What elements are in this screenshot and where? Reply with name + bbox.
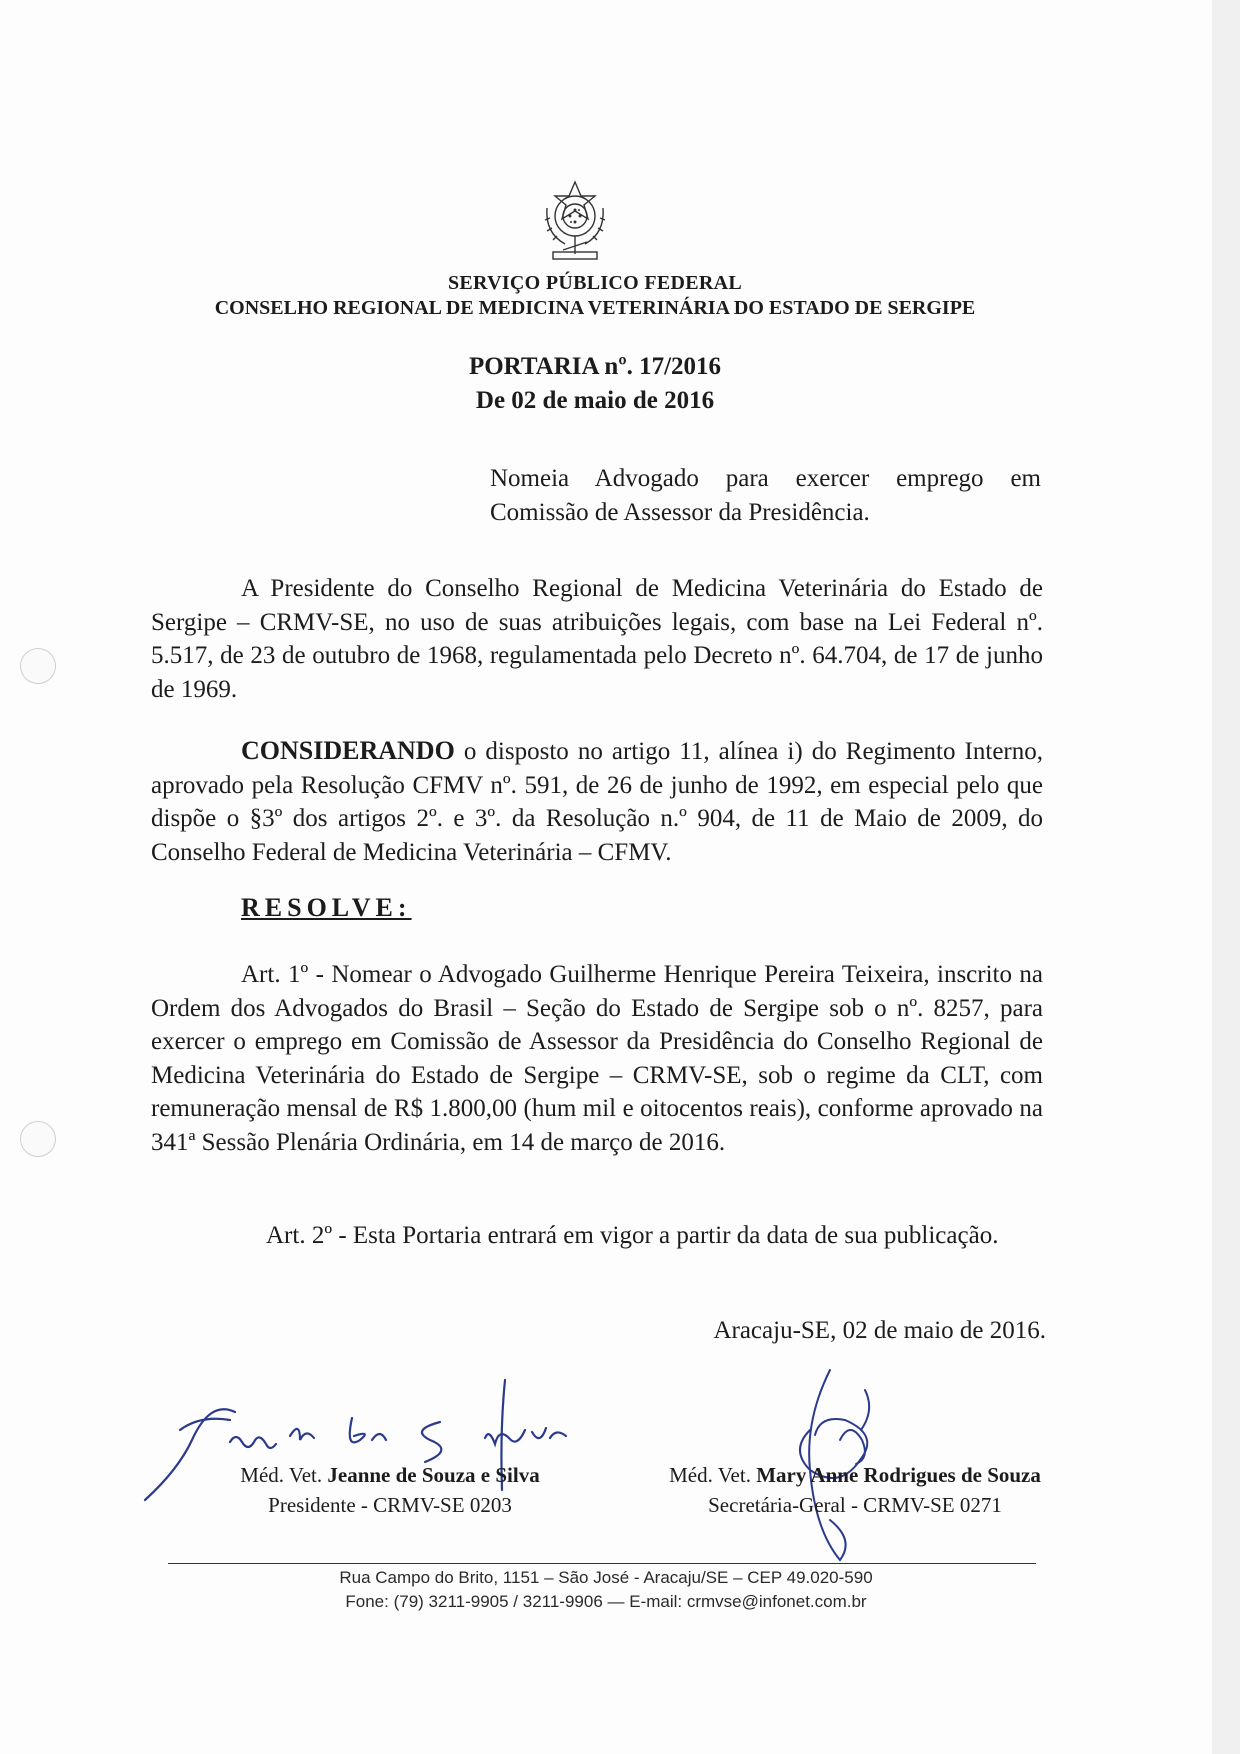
article-1: Art. 1º - Nomear o Advogado Guilherme Henrique Pereira Teixeira, inscrito na Ordem dos Advogados do Brasil – Seção do Estado de Sergipe sob o nº. 8257, para exercer o emprego em Comissão de Assessor da Presidência do Conselho Regional de Medicina Veterinária do Estado de Sergipe – CRMV-SE, sob o regime da CLT, com remuneração mensal de R$ 1.800,00 (hum mil e oitocentos reais), conforme aprovado na 341ª Sessão Plenária Ordinária, em 14 de março de 2016. xyxy=(151,961,1043,1156)
signer-prefix: Méd. Vet. xyxy=(669,1463,757,1487)
resolve-heading: RESOLVE: xyxy=(241,893,412,922)
portaria-number: PORTARIA nº. 17/2016 xyxy=(468,353,722,380)
footer-divider xyxy=(168,1563,1036,1564)
signer-name: Jeanne de Souza e Silva xyxy=(327,1463,540,1487)
scan-margin xyxy=(1212,0,1240,1754)
signature-block-secretary xyxy=(625,1460,1085,1520)
considerando-text: o disposto no artigo 11, alínea i) do Regimento Interno, aprovado pela Resolução CFMV nº. 591, de 26 de junho de 1992, em especial pelo que dispõe o §3º dos artigos 2º. e 3º. da Resolução n.º 904, de 11 de Maio de 2009, do Conselho Federal de Medicina Veterinária – CFMV. xyxy=(151,738,1043,866)
signer-role: Secretária-Geral - CRMV-SE 0271 xyxy=(708,1493,1002,1517)
signer-role: Presidente - CRMV-SE 0203 xyxy=(268,1493,512,1517)
portaria-date: De 02 de maio de 2016 xyxy=(475,387,715,414)
considerando-paragraph xyxy=(151,734,1043,869)
signer-name: Mary Anne Rodrigues de Souza xyxy=(756,1463,1041,1487)
punch-hole xyxy=(20,1121,56,1157)
place-and-date: Aracaju-SE, 02 de maio de 2016. xyxy=(713,1317,1046,1344)
signer-prefix: Méd. Vet. xyxy=(240,1463,328,1487)
footer-contact: Fone: (79) 3211-9905 / 3211-9906 — E-mail: crmvse@infonet.com.br xyxy=(345,1592,867,1611)
considerando-label: CONSIDERANDO xyxy=(241,736,455,765)
footer-address: Rua Campo do Brito, 1151 – São José - Aracaju/SE – CEP 49.020-590 xyxy=(339,1568,873,1587)
brazil-coat-of-arms-icon xyxy=(535,178,615,262)
punch-hole xyxy=(20,648,56,684)
article-2: Art. 2º - Esta Portaria entrará em vigor a partir da data de sua publicação. xyxy=(266,1222,999,1249)
header-council: CONSELHO REGIONAL DE MEDICINA VETERINÁRIA DO ESTADO DE SERGIPE xyxy=(214,297,976,319)
signature-block-president xyxy=(190,1460,590,1520)
preamble-paragraph: A Presidente do Conselho Regional de Medicina Veterinária do Estado de Sergipe – CRMV-SE, no uso de suas atribuições legais, com base na Lei Federal nº. 5.517, de 23 de outubro de 1968, regulamentada pelo Decreto nº. 64.704, de 17 de junho de 1969. xyxy=(151,575,1043,703)
ementa: Nomeia Advogado para exercer emprego em Comissão de Assessor da Presidência. xyxy=(490,465,1041,526)
header-service: SERVIÇO PÚBLICO FEDERAL xyxy=(447,272,743,294)
